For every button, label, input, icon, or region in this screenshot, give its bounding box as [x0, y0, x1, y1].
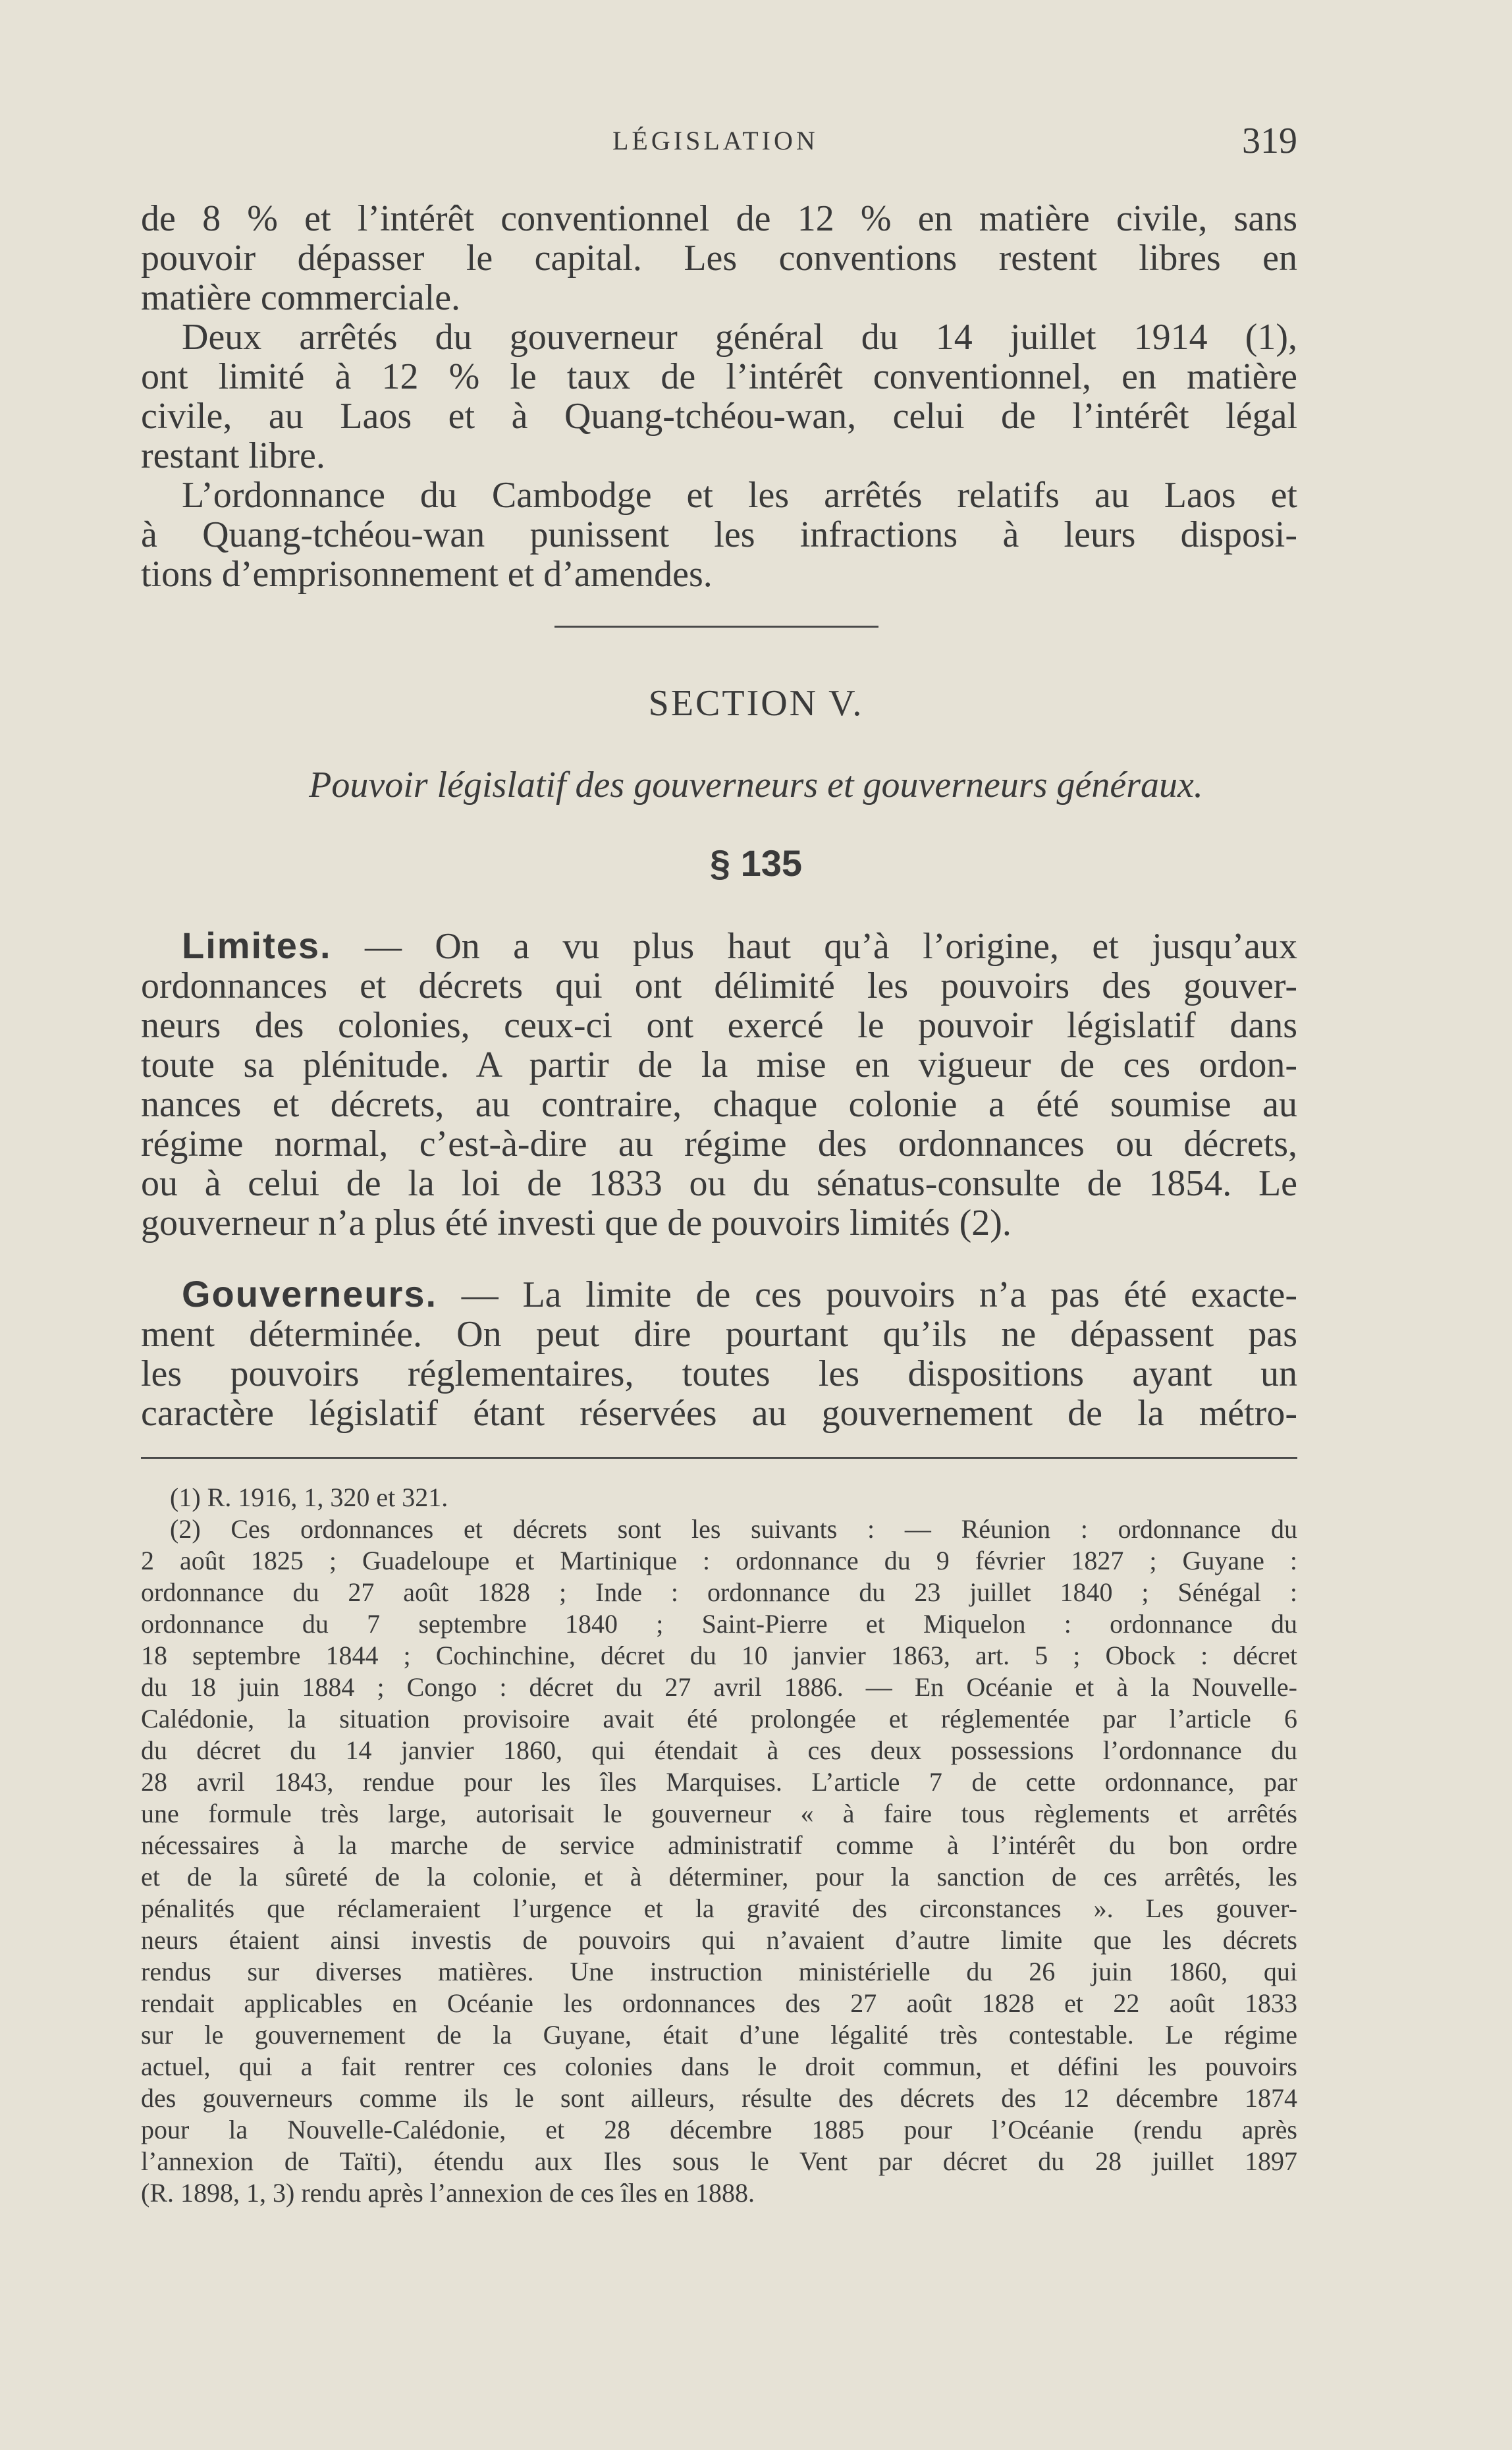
text-line: gouverneur n’a plus été investi que de pouvoirs limités (2). — [141, 1203, 1012, 1243]
text-line — [141, 1274, 1297, 1315]
section-title: SECTION V. — [648, 683, 864, 724]
footnote-rule — [141, 1457, 1297, 1459]
footnote-line: ordonnance du 7 septembre 1840 ; Saint-Pierre et Miquelon : ordonnance du — [141, 1609, 1297, 1639]
text-line: caractère législatif étant réservées au gouvernement de la métro- — [141, 1393, 1297, 1434]
footnote-line: 2 août 1825 ; Guadeloupe et Martinique : ordonnance du 9 février 1827 ; Guyane : — [141, 1546, 1297, 1575]
footnote-line: pénalités que réclameraient l’urgence et la gravité des circonstances ». Les gouver- — [141, 1893, 1297, 1923]
footnote-line: Calédonie, la situation provisoire avait été prolongée et réglementée par l’article 6 — [141, 1704, 1297, 1733]
footnote-line: (R. 1898, 1, 3) rendu après l’annexion de ces îles en 1888. — [141, 2178, 755, 2208]
footnotes — [141, 1482, 1297, 2209]
footnote-line: pour la Nouvelle-Calédonie, et 28 décembre 1885 pour l’Océanie (rendu après — [141, 2115, 1297, 2144]
footnote-line: actuel, qui a fait rentrer ces colonies dans le droit commun, et défini les pouvoirs — [141, 2052, 1297, 2081]
footnote-line: du décret du 14 janvier 1860, qui étendait à ces deux possessions l’ordonnance du — [141, 1735, 1297, 1765]
text-line: ont limité à 12 % le taux de l’intérêt conventionnel, en matière — [141, 356, 1297, 397]
section-divider — [554, 626, 878, 628]
footnote-line: des gouverneurs comme ils le sont ailleurs, résulte des décrets des 12 décembre 1874 — [141, 2083, 1297, 2113]
text-line: nances et décrets, au contraire, chaque colonie a été soumise au — [141, 1084, 1297, 1125]
running-head — [0, 120, 1512, 166]
running-head-title: LÉGISLATION — [612, 126, 819, 155]
footnote-line: (2) Ces ordonnances et décrets sont les suivants : — Réunion : ordonnance du — [170, 1514, 1297, 1544]
text-line: restant libre. — [141, 435, 325, 476]
footnote-line: l’annexion de Taïti), étendu aux Iles sous le Vent par décret du 28 juillet 1897 — [141, 2146, 1297, 2176]
footnote-line: neurs étaient ainsi investis de pouvoirs qui n’avaient d’autre limite que les décrets — [141, 1925, 1297, 1955]
text-line: tions d’emprisonnement et d’amendes. — [141, 554, 713, 595]
footnote-line: 28 avril 1843, rendue pour les îles Marquises. L’article 7 de cette ordonnance, par — [141, 1767, 1297, 1797]
limites-keyword: Limites. — [182, 925, 332, 966]
footnote-line: ordonnance du 27 août 1828 ; Inde : ordonnance du 23 juillet 1840 ; Sénégal : — [141, 1577, 1297, 1607]
text-line: neurs des colonies, ceux-ci ont exercé le pouvoir législatif dans — [141, 1005, 1297, 1046]
section-subtitle: Pouvoir législatif des gouverneurs et gouverneurs généraux. — [309, 765, 1203, 805]
text-line: ou à celui de la loi de 1833 ou du sénatus-consulte de 1854. Le — [141, 1163, 1297, 1204]
footnote-line: du 18 juin 1884 ; Congo : décret du 27 avril 1886. — En Océanie et à la Nouvelle- — [141, 1672, 1297, 1702]
footnote-line: rendus sur diverses matières. Une instruction ministérielle du 26 juin 1860, qui — [141, 1957, 1297, 1986]
opening-paragraphs — [141, 199, 1297, 594]
text-line: à Quang-tchéou-wan punissent les infractions à leurs disposi- — [141, 514, 1297, 555]
footnote-line: sur le gouvernement de la Guyane, était d’une légalité très contestable. Le régime — [141, 2020, 1297, 2050]
text-line: de 8 % et l’intérêt conventionnel de 12 % en matière civile, sans — [141, 198, 1297, 239]
text-line: ordonnances et décrets qui ont délimité les pouvoirs des gouver- — [141, 966, 1297, 1006]
text-line: pouvoir dépasser le capital. Les conventions restent libres en — [141, 238, 1297, 279]
text-line: ment déterminée. On peut dire pourtant qu’ils ne dépassent pas — [141, 1314, 1297, 1355]
text-line: civile, au Laos et à Quang-tchéou-wan, celui de l’intérêt légal — [141, 396, 1297, 437]
text-span: — La limite de ces pouvoirs n’a pas été exacte- — [461, 1274, 1298, 1315]
text-line — [141, 926, 1297, 966]
gouverneurs-paragraph — [141, 1274, 1297, 1433]
text-line: les pouvoirs réglementaires, toutes les dispositions ayant un — [141, 1353, 1297, 1394]
text-line: matière commerciale. — [141, 277, 461, 318]
paragraph-number: § 135 — [709, 842, 803, 884]
limites-paragraph — [141, 926, 1297, 1243]
text-line: Deux arrêtés du gouverneur général du 14 juillet 1914 (1), — [182, 317, 1297, 358]
text-line: régime normal, c’est-à-dire au régime des ordonnances ou décrets, — [141, 1124, 1297, 1164]
text-span: — On a vu plus haut qu’à l’origine, et jusqu’aux — [365, 926, 1297, 967]
footnote-line: et de la sûreté de la colonie, et à déterminer, pour la sanction de ces arrêtés, les — [141, 1862, 1297, 1892]
gouverneurs-keyword: Gouverneurs. — [182, 1273, 438, 1315]
page-number: 319 — [1242, 121, 1297, 161]
text-line: L’ordonnance du Cambodge et les arrêtés relatifs au Laos et — [182, 475, 1297, 516]
footnote-line: 18 septembre 1844 ; Cochinchine, décret du 10 janvier 1863, art. 5 ; Obock : décret — [141, 1641, 1297, 1670]
footnote-line: rendait applicables en Océanie les ordonnances des 27 août 1828 et 22 août 1833 — [141, 1988, 1297, 2018]
footnote-line: nécessaires à la marche de service administratif comme à l’intérêt du bon ordre — [141, 1830, 1297, 1860]
text-line: toute sa plénitude. A partir de la mise en vigueur de ces ordon- — [141, 1045, 1297, 1085]
footnote-1: (1) R. 1916, 1, 320 et 321. — [170, 1483, 448, 1512]
footnote-line: une formule très large, autorisait le gouverneur « à faire tous règlements et arrêtés — [141, 1799, 1297, 1828]
